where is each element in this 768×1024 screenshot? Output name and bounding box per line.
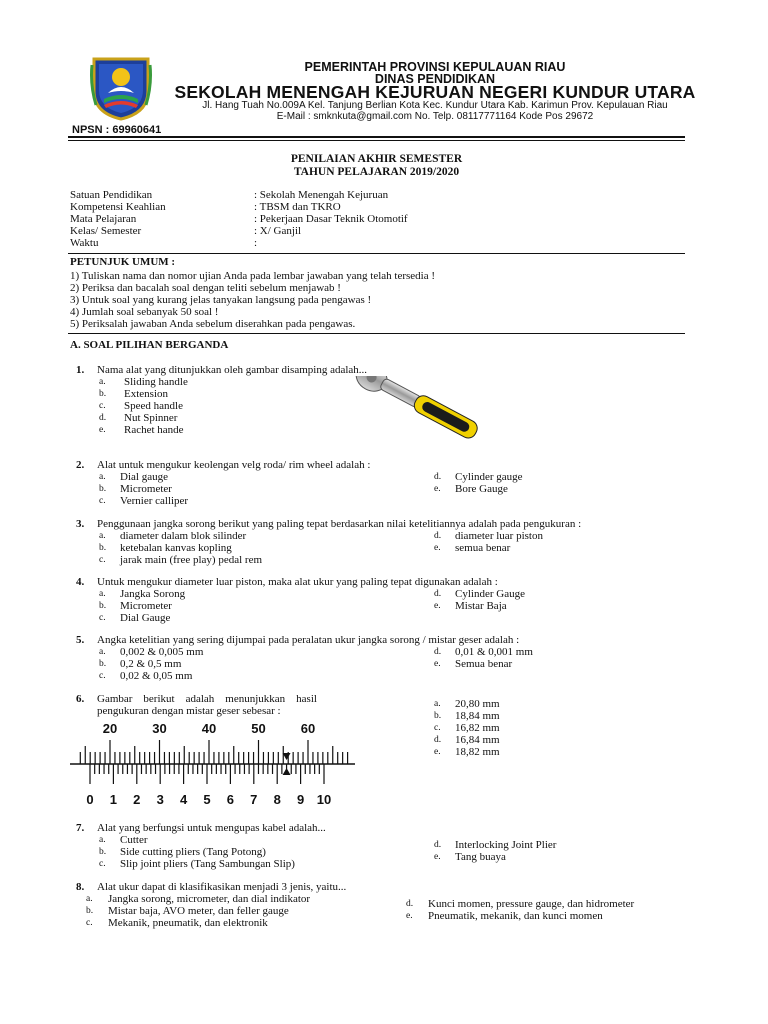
question-text: Alat yang berfungsi untuk mengupas kabel adalah... bbox=[97, 822, 326, 834]
option-text: Extension bbox=[124, 388, 168, 400]
option-letter: c. bbox=[99, 859, 106, 869]
option-text: Tang buaya bbox=[455, 851, 506, 863]
option-letter: e. bbox=[434, 484, 441, 494]
question-number: 5. bbox=[76, 634, 85, 646]
department-header: DINAS PENDIDIKAN bbox=[374, 72, 496, 86]
option-letter: c. bbox=[99, 496, 106, 506]
question-text: Untuk mengukur diameter luar piston, maka alat ukur yang paling tepat digunakan adalah : bbox=[97, 576, 498, 588]
question-text: pengukuran dengan mistar geser sebesar : bbox=[97, 705, 281, 717]
header-divider-thin bbox=[68, 140, 685, 141]
info-value: : TBSM dan TKRO bbox=[254, 201, 341, 213]
ratchet-handle-image bbox=[340, 376, 480, 456]
option-letter: d. bbox=[406, 899, 414, 909]
option-letter: a. bbox=[99, 531, 106, 541]
question-number: 7. bbox=[76, 822, 85, 834]
option-text: Micrometer bbox=[120, 600, 172, 612]
option-text: Cylinder Gauge bbox=[455, 588, 525, 600]
option-text: Kunci momen, pressure gauge, dan hidrometer bbox=[428, 898, 635, 910]
vernier-scale-label: 4 bbox=[179, 792, 188, 807]
header-divider-thick bbox=[68, 136, 685, 138]
instruction-item: 2) Periksa dan bacalah soal dengan teliti sebelum menjawab ! bbox=[70, 282, 341, 294]
option-letter: d. bbox=[434, 531, 442, 541]
question-number: 4. bbox=[76, 576, 85, 588]
info-value: : bbox=[254, 237, 258, 249]
question-text: Nama alat yang ditunjukkan oleh gambar disamping adalah... bbox=[97, 364, 368, 376]
vernier-scale-label: 10 bbox=[316, 792, 332, 807]
option-letter: d. bbox=[434, 472, 442, 482]
option-text: 0,02 & 0,05 mm bbox=[120, 670, 193, 682]
question-text: Penggunaan jangka sorong berikut yang paling tepat berdasarkan nilai ketelitiannya adalah pada pengukuran : bbox=[97, 518, 582, 530]
option-text: diameter luar piston bbox=[455, 530, 543, 542]
option-text: ketebalan kanvas kopling bbox=[120, 542, 232, 554]
option-letter: c. bbox=[99, 555, 106, 565]
instruction-item: 3) Untuk soal yang kurang jelas tanyakan langsung pada pengawas ! bbox=[70, 294, 372, 306]
option-letter: b. bbox=[99, 659, 107, 669]
question-number: 1. bbox=[76, 364, 85, 376]
option-letter: a. bbox=[99, 835, 106, 845]
question-text: Gambar berikut adalah menunjukkan hasil bbox=[97, 693, 317, 705]
option-text: jarak main (free play) pedal rem bbox=[120, 554, 263, 566]
option-text: Pneumatik, mekanik, dan kunci momen bbox=[428, 910, 603, 922]
option-letter: c. bbox=[86, 918, 93, 928]
provincial-emblem-logo bbox=[90, 55, 152, 121]
option-text: Jangka Sorong bbox=[120, 588, 186, 600]
option-letter: e. bbox=[434, 601, 441, 611]
option-letter: c. bbox=[434, 723, 441, 733]
alignment-marker-up bbox=[283, 768, 291, 775]
option-text: 16,82 mm bbox=[455, 722, 500, 734]
info-label: Kompetensi Keahlian bbox=[70, 201, 166, 213]
vernier-scale-label: 9 bbox=[296, 792, 305, 807]
info-value: : Sekolah Menengah Kejuruan bbox=[254, 189, 389, 201]
vernier-scale-label: 5 bbox=[203, 792, 211, 807]
option-text: Cutter bbox=[120, 834, 148, 846]
option-letter: e. bbox=[434, 659, 441, 669]
option-text: 0,002 & 0,005 mm bbox=[120, 646, 204, 658]
info-label: Kelas/ Semester bbox=[70, 225, 142, 237]
option-text: Mistar Baja bbox=[455, 600, 507, 612]
government-header: PEMERINTAH PROVINSI KEPULAUAN RIAU bbox=[304, 60, 566, 74]
option-letter: b. bbox=[434, 711, 442, 721]
option-letter: a. bbox=[99, 472, 106, 482]
option-letter: a. bbox=[99, 647, 106, 657]
option-text: Interlocking Joint Plier bbox=[455, 839, 557, 851]
option-letter: d. bbox=[434, 589, 442, 599]
info-label: Mata Pelajaran bbox=[70, 213, 137, 225]
question-number: 8. bbox=[76, 881, 85, 893]
question-text: Alat ukur dapat di klasifikasikan menjadi 3 jenis, yaitu... bbox=[97, 881, 347, 893]
option-letter: b. bbox=[99, 601, 107, 611]
option-text: Cylinder gauge bbox=[455, 471, 523, 483]
option-letter: c. bbox=[99, 613, 106, 623]
main-scale-label: 50 bbox=[251, 721, 266, 736]
vernier-scale-label: 1 bbox=[109, 792, 118, 807]
question-number: 2. bbox=[76, 459, 85, 471]
option-text: Sliding handle bbox=[124, 376, 188, 388]
option-text: Micrometer bbox=[120, 483, 172, 495]
option-letter: b. bbox=[99, 543, 107, 553]
option-text: Mistar baja, AVO meter, dan feller gauge bbox=[108, 905, 289, 917]
divider bbox=[68, 253, 685, 254]
option-text: Jangka sorong, micrometer, dan dial indikator bbox=[108, 893, 311, 905]
option-letter: a. bbox=[99, 589, 106, 599]
instruction-item: 4) Jumlah soal sebanyak 50 soal ! bbox=[70, 306, 219, 318]
option-text: 18,84 mm bbox=[455, 710, 500, 722]
divider bbox=[68, 333, 685, 334]
option-letter: b. bbox=[99, 484, 107, 494]
vernier-scale-label: 0 bbox=[86, 792, 94, 807]
school-address: Jl. Hang Tuah No.009A Kel. Tanjung Berlian Kota Kec. Kundur Utara Kab. Karimun Prov. Kepulauan Riau bbox=[202, 100, 668, 111]
option-letter: e. bbox=[434, 543, 441, 553]
question-text: Angka ketelitian yang sering dijumpai pada peralatan ukur jangka sorong / mistar geser adalah : bbox=[97, 634, 520, 646]
option-letter: d. bbox=[434, 735, 442, 745]
option-letter: d. bbox=[434, 647, 442, 657]
option-text: 18,82 mm bbox=[455, 746, 500, 758]
vernier-scale-label: 6 bbox=[226, 792, 235, 807]
question-number: 6. bbox=[76, 693, 85, 705]
option-text: Side cutting pliers (Tang Potong) bbox=[120, 846, 266, 858]
exam-title: PENILAIAN AKHIR SEMESTER bbox=[290, 153, 463, 165]
option-text: Mekanik, pneumatik, dan elektronik bbox=[108, 917, 268, 929]
school-name: SEKOLAH MENENGAH KEJURUAN NEGERI KUNDUR UTARA bbox=[174, 82, 696, 102]
question-text: Alat untuk mengukur keolengan velg roda/ rim wheel adalah : bbox=[97, 459, 371, 471]
main-scale-label: 40 bbox=[201, 721, 217, 736]
option-letter: c. bbox=[99, 671, 106, 681]
option-text: 0,01 & 0,001 mm bbox=[455, 646, 533, 658]
option-text: Dial Gauge bbox=[120, 612, 171, 624]
vernier-scale-label: 7 bbox=[250, 792, 258, 807]
option-text: Rachet hande bbox=[124, 424, 184, 436]
option-letter: b. bbox=[99, 389, 107, 399]
option-letter: a. bbox=[99, 377, 106, 387]
option-text: Vernier calliper bbox=[120, 495, 189, 507]
info-label: Satuan Pendidikan bbox=[70, 189, 153, 201]
option-letter: b. bbox=[86, 906, 94, 916]
instructions-heading: PETUNJUK UMUM : bbox=[70, 256, 176, 268]
option-letter: a. bbox=[86, 894, 93, 904]
option-letter: e. bbox=[99, 425, 106, 435]
main-scale-label: 20 bbox=[102, 721, 118, 736]
instruction-item: 1) Tuliskan nama dan nomor ujian Anda pada lembar jawaban yang telah tersedia ! bbox=[70, 270, 436, 282]
option-text: Bore Gauge bbox=[455, 483, 508, 495]
exam-year: TAHUN PELAJARAN 2019/2020 bbox=[293, 166, 460, 178]
option-text: 16,84 mm bbox=[455, 734, 500, 746]
option-letter: d. bbox=[434, 840, 442, 850]
question-number: 3. bbox=[76, 518, 85, 530]
option-letter: e. bbox=[434, 852, 441, 862]
school-contact: E-Mail : smknkuta@gmail.com No. Telp. 08117771164 Kode Pos 29672 bbox=[276, 111, 594, 122]
main-scale-label: 30 bbox=[152, 721, 167, 736]
option-text: Semua benar bbox=[455, 658, 513, 670]
option-letter: e. bbox=[406, 911, 413, 921]
info-value: : X/ Ganjil bbox=[254, 225, 302, 237]
vernier-scale-label: 2 bbox=[133, 792, 141, 807]
info-label: Waktu bbox=[70, 237, 99, 249]
vernier-scale-label: 8 bbox=[273, 792, 281, 807]
option-text: 20,80 mm bbox=[455, 698, 500, 710]
option-letter: c. bbox=[99, 401, 106, 411]
option-text: Slip joint pliers (Tang Sambungan Slip) bbox=[120, 858, 295, 870]
option-letter: b. bbox=[99, 847, 107, 857]
option-text: Dial gauge bbox=[120, 471, 168, 483]
vernier-scale-label: 3 bbox=[156, 792, 164, 807]
main-scale-label: 60 bbox=[300, 721, 316, 736]
option-letter: e. bbox=[434, 747, 441, 757]
npsn-number: NPSN : 69960641 bbox=[72, 124, 162, 136]
option-text: Speed handle bbox=[124, 400, 183, 412]
option-text: semua benar bbox=[455, 542, 511, 554]
section-heading: A. SOAL PILIHAN BERGANDA bbox=[70, 339, 229, 351]
vernier-caliper-scale-diagram bbox=[70, 720, 355, 808]
option-letter: a. bbox=[434, 699, 441, 709]
info-value: : Pekerjaan Dasar Teknik Otomotif bbox=[254, 213, 408, 225]
option-text: 0,2 & 0,5 mm bbox=[120, 658, 182, 670]
option-text: Nut Spinner bbox=[124, 412, 178, 424]
option-letter: d. bbox=[99, 413, 107, 423]
instruction-item: 5) Periksalah jawaban Anda sebelum diserahkan pada pengawas. bbox=[70, 318, 356, 330]
option-text: diameter dalam blok silinder bbox=[120, 530, 247, 542]
